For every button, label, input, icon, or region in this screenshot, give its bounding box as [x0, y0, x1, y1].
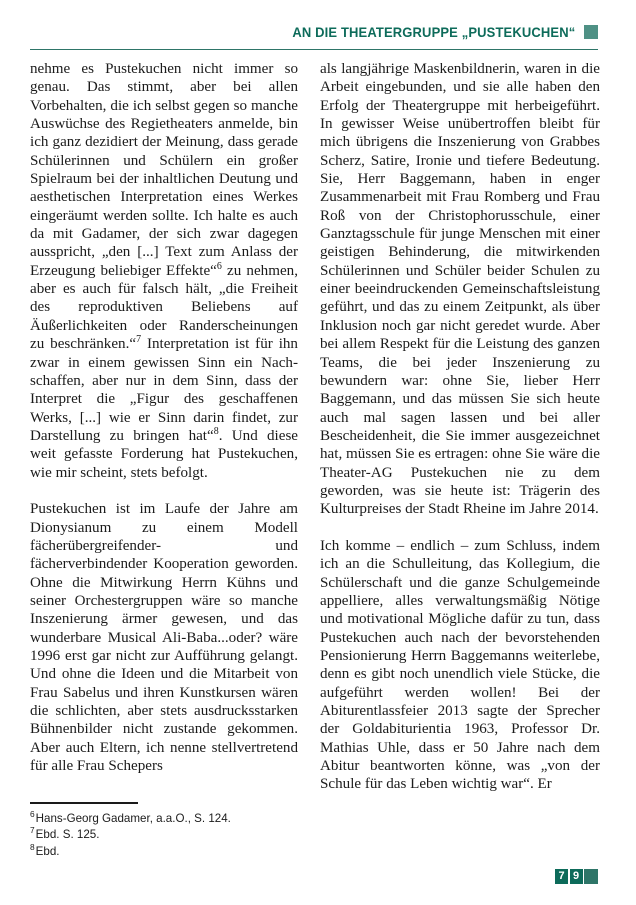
- running-head-square-marker: [584, 25, 598, 39]
- footnote-separator-rule: [30, 802, 138, 804]
- paragraph-right-1: als langjährige Maskenbildnerin, waren in die Arbeit eingebunden, und sie alle haben den Erfolg der Theatergruppe mit herbeigeführt. In gewisser Weise unübertroffen bleibt für mich übrigens die Inszenierung von Grabbes Scherz, Satire, Ironie und tiefere Bedeutung. Sie, Herr Baggemann, haben in enger Zusammenarbeit mit Frau Romberg und Frau Roß von der Christophorusschule, einer Ganztagsschule für junge Menschen mit einer geistigen Behinderung, die mitwirkenden Schülerinnen und Schüler beider Schulen zu einer beeindruckenden Gemeinschaftsleistung geführt, und das zu einem Zeitpunkt, als über Inklusion noch gar nicht geredet wurde. Aber bei allem Respekt für die Leistung des ganzen Teams, die bei jeder Inszenierung zu bewundern war: ohne Sie, lieber Herr Baggemann, und das müssen Sie sich heute auch mal sagen lassen und bei aller Bescheidenheit, die Sie immer ausgezeichnet hat, müssen Sie es ertragen: ohne Sie wäre die Theater-AG Pustekuchen nie zu dem geworden, was sie heute ist: Trägerin des Kulturpreises der Stadt Rheine im Jahre 2014.: [320, 61, 600, 518]
- page-number-folio: [555, 869, 598, 884]
- paragraph-left-1: [30, 60, 298, 482]
- footnote-ref-7: 7: [136, 334, 142, 346]
- paragraph-left-1-part-a: nehme es Pustekuchen nicht immer so genau. Das stimmt, aber bei allen Vorbehalten, die ich selbst gegen so manche Auswüchse des Regietheaters anmelde, bin ich ganz dezidiert der Meinung, dass gerade Schülerinnen und Schülern ein großer Spielraum bei der inhaltlichen Deutung und aesthetischen Interpretation eines Werkes eingeräumt werden sollte. Ich halte es auch da mit Gadamer, der sich zwar dagegen ausspricht, „den [...] Text zum Anlass der Erzeugung beliebiger Effekte“: [30, 61, 298, 279]
- paragraph-left-2: Pustekuchen ist im Laufe der Jahre am Dionysianum zu einem Modell fächerübergreifender- und fächerverbindender Kooperation geworden. Ohne die Mitwirkung Herrn Kühns und seiner Orchestergruppen wäre so manche Inszenierung ärmer gewesen, und das wunderbare Musical Ali-Baba...oder? wäre 1996 erst gar nicht zur Aufführung gelangt. Und ohne die Ideen und die Mitarbeit von Frau Sabelus und ihren Kunstkursen wären die schlichten, aber stets ausdrucksstarken Bühnenbilder nicht zustande gekommen. Aber auch Eltern, ich nenne stellvertretend für alle Frau Schepers: [30, 501, 298, 775]
- footnote-ref-8: 8: [213, 425, 219, 437]
- footnote-item: [30, 808, 298, 827]
- footnote-marker: 8: [30, 841, 35, 852]
- footnote-text: Hans-Georg Gadamer, a.a.O., S. 124.: [35, 811, 231, 825]
- folio-digit-first: 7: [555, 869, 568, 884]
- folio-square-marker: [584, 869, 598, 884]
- footnote-text: Ebd.: [35, 844, 60, 858]
- right-column: [320, 60, 600, 860]
- footnote-item: [30, 841, 298, 860]
- paragraph-left-1-part-b: zu nehmen, aber es auch für falsch hält, „die Freiheit des reproduktiven Beliebens auf Äußerlichkeiten oder Randerscheinungen zu beschränken.“: [30, 262, 298, 353]
- footnote-text: Ebd. S. 125.: [35, 828, 100, 842]
- paragraph-right-2: Ich komme – endlich – zum Schluss, indem ich an die Schulleitung, das Kollegium, die Schülerschaft und die ganze Schulgemeinde appelliere, alles verwaltungsmäßig Nötige und motivational Mögliche dafür zu tun, dass Pustekuchen auch nach der bevorstehenden Pensionierung Herrn Baggemanns weiterlebe, denn es gibt noch unendlich viele Stücke, die aufgeführt werden wollen! Bei der Abiturentlassfeier 2013 sagte der Sprecher der Goldabiturientia 1963, Professor Dr. Mathias Uhle, dass er 50 Jahre nach dem Abitur beantworten könne, was „von der Schule für das Leben wichtig war“. Er: [320, 537, 600, 793]
- paragraph-left-1-part-d: . Und diese weit gefasste Forderung hat Pustekuchen, wie mir scheint, stets befolgt.: [30, 427, 299, 481]
- running-head-title: AN DIE THEATERGRUPPE „PUSTEKUCHEN“: [291, 25, 575, 40]
- footnote-item: [30, 827, 298, 843]
- footnote-ref-6: 6: [216, 260, 222, 272]
- left-column: [30, 60, 298, 860]
- footnote-area: [30, 802, 298, 860]
- footnote-marker: 6: [30, 808, 35, 819]
- footnote-marker: 7: [30, 825, 35, 836]
- running-head: [30, 24, 598, 50]
- folio-digit-second: 9: [570, 869, 583, 884]
- paragraph-left-1-part-c: Interpretation ist für ihn zwar in einem gewissen Sinn ein Nach-schaffen, aber nur in dem Sinn, dass der Interpret die „Figur des geschaffenen Werks, [...] wie er Sinn darin findet, zur Darstellung zu bringen hat“: [30, 336, 298, 444]
- two-column-body: [30, 60, 598, 860]
- header-divider-rule: [30, 49, 598, 50]
